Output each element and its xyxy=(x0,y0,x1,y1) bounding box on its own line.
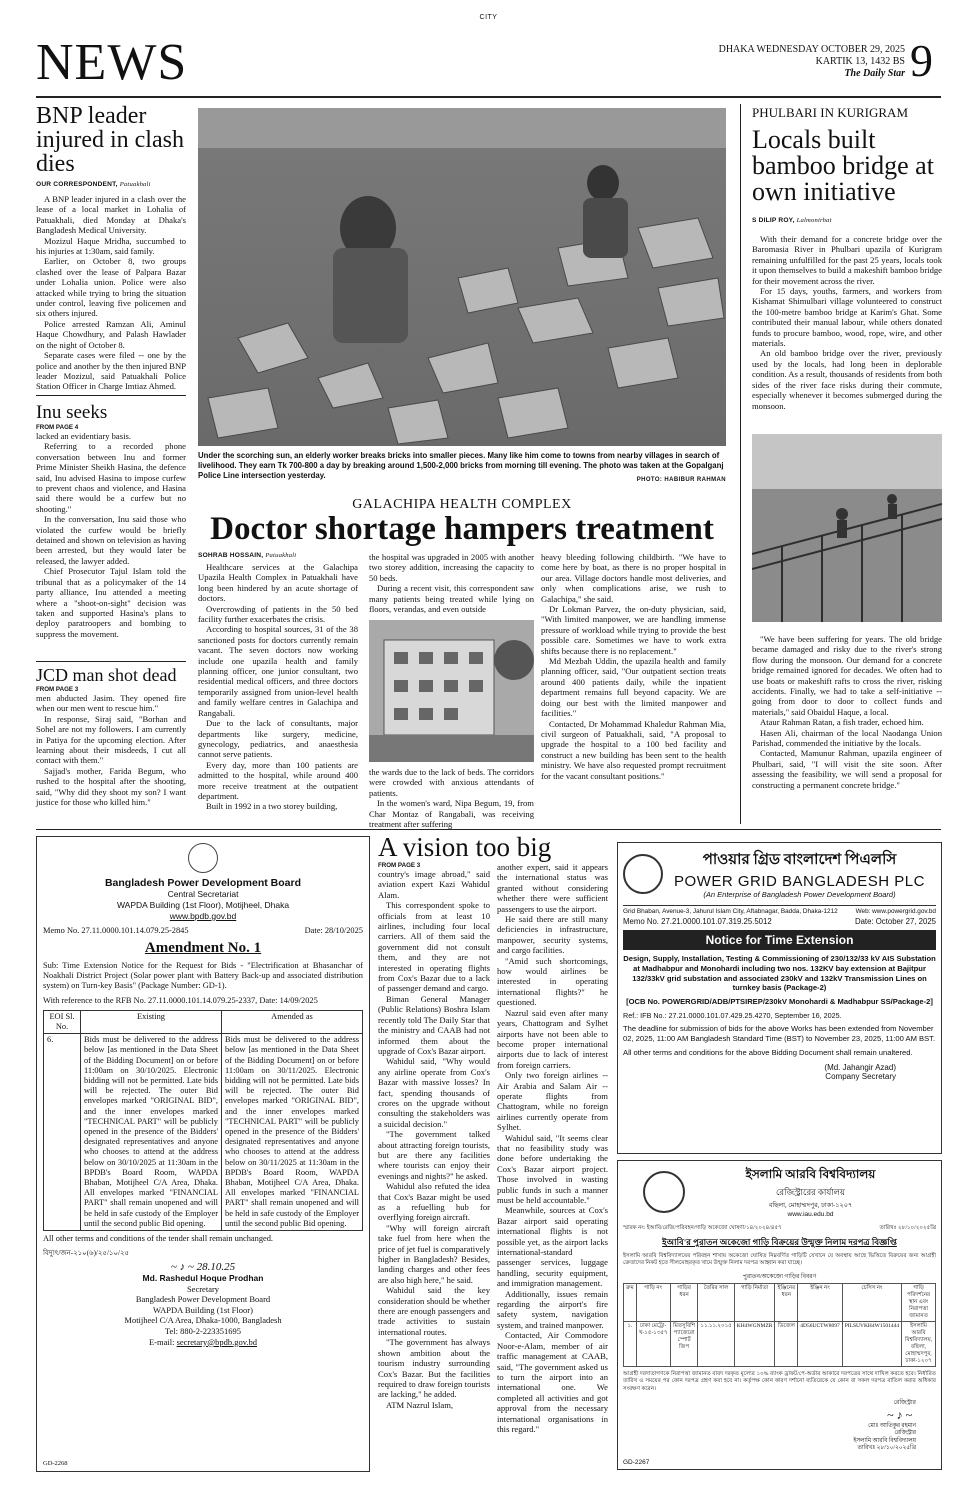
from-page: FROM PAGE 4 xyxy=(36,424,79,431)
pgcb-name: POWER GRID BANGLADESH PLC xyxy=(674,873,925,890)
paragraph: Separate cases were filed -- one by the police and another by the then injured BNP leader Mozizul, said Patuakhali Police Station Officer in Charge Imtiaz Ahmed. xyxy=(36,350,186,392)
sig-org: ইসলামি আরবি বিশ্ববিদ্যালয় xyxy=(853,1437,916,1444)
th: গাড়ি পরিদর্শনের স্থান এবং নিরাপত্তা জামানত xyxy=(902,1283,936,1321)
paragraph: Sajjad's mother, Farida Begum, who rushed to the hospital after the shooting, said, "Why did they shoot my son? I want justice for those who killed him." xyxy=(36,765,186,808)
bridge-body-1 xyxy=(752,234,942,411)
th: তৈরির সাল xyxy=(698,1283,734,1321)
paragraph: In the conversation, Inu said those who violated the curfew would be briefly detained and shown on television as having been arrested, but they would later be released, the lawyer added. xyxy=(36,514,186,566)
signature-scribble: ~ ♪ ~ xyxy=(170,1261,194,1274)
byline-doctor xyxy=(198,552,358,559)
paragraph: Ataur Rahman Ratan, a fish trader, echoed him. xyxy=(760,717,924,728)
iau-intro: ইসলামি আরবি বিশ্ববিদ্যালয়ের পরিবহন শাখায় অকেজো ঘোষিত নিম্নবর্ণিত গাড়িটি যেখানে যে অবস্থায় আছে ভিত্তিতে বিক্রয়ের জন্য আগ্রহী ক্রেতাদের নিকট হতে সীলমোহরকৃত খামে উন্মুক্ত নিলাম দরপত্র আহ্বান করা যাচ্ছে। xyxy=(623,1253,936,1267)
paragraph: During a recent visit, this correspondent saw many patients being treated while lying on floors, verandas, and even outside xyxy=(369,583,534,615)
dateline-bs: KARTIK 13, 1432 BS xyxy=(815,56,905,67)
hospital-photo xyxy=(369,620,534,762)
iau-table xyxy=(623,1283,936,1367)
th: ইঞ্জিন নং xyxy=(798,1283,842,1321)
paper-name: The Daily Star xyxy=(844,68,905,79)
bpdb-date: Date: 28/10/2025 xyxy=(304,926,363,935)
paragraph: Healthcare services at the Galachipa Upazila Health Complex in Patuakhali have long been hindered by an acute shortage of doctors. xyxy=(198,562,358,604)
bpdb-org: Bangladesh Power Development Board xyxy=(104,877,302,889)
dateline-date: DHAKA WEDNESDAY OCTOBER 29, 2025 xyxy=(718,44,905,55)
pgcb-tagline: (An Enterprise of Bangladesh Power Development Board) xyxy=(703,890,896,899)
photo-credit: PHOTO: HABIBUR RAHMAN xyxy=(636,477,726,483)
hospital-building-photo xyxy=(369,620,534,762)
paragraph: heavy bleeding following childbirth. "We have to come here by boat, as there is no proper hospital in our area. Village doctors handle most deliveries, and only when complications arise, we rush to Galachipa," she said. xyxy=(541,552,726,604)
cell-existing: Bids must be delivered to the address below [as mentioned in the Data Sheet of the Bidding Document] on or before 11:00am on 30/10/2025. Electronic bidding will not be permitted. Late bids will be rejected. The outer Bid envelopes marked "ORIGINAL BID", and the inner envelopes marked "TECHNICAL PART" will be publicly opened in the presence of the Bidders' designated representatives and anyone who chooses to attend at the address below on 30/10/2025 at 11:30am in the BPDB's Board Room, WAPDA Bhaban, Motijheel C/A Area, Dhaka. All envelopes marked "FINANCIAL PART" shall remain unopened and will be held in safe custody of the Employer until the second public Bid opening. xyxy=(81,1034,222,1231)
story-inu xyxy=(36,403,186,639)
iau-terms: আগ্রহী দরদাতাগণকে নিরাপত্তা জামানত বাবদ দরকৃত মূল্যের ১০% ব্যাংক ড্রাফট/পে-অর্ডার আকারে দরপত্রের সাথে দাখিল করতে হবে। নির্ধারিত তারিখ ও সময়ের পর কোন দরপত্র গ্রহণ করা হবে না। কর্তৃপক্ষ কোন কারণ দর্শানো ব্যতিরেকে যে কোন বা সকল দরপত্র বাতিল করার অধিকার সংরক্ষণ করেন। xyxy=(623,1370,936,1392)
paragraph: Chief Prosecutor Tajul Islam told the tribunal that as a policymaker of the 14 party alliance, Inu attended a meeting where a "shoot-on-sight" decision was taken and supported Hasina's plans to deploy paratroopers and bombing to suppress the movement. xyxy=(36,566,186,639)
th: ইঞ্জিনের ধরন xyxy=(775,1283,798,1321)
iau-signature: ~ ♪ ~ xyxy=(887,1408,912,1423)
byline-place: Lalmonirhat xyxy=(796,217,832,224)
iau-header xyxy=(623,1166,936,1218)
paragraph: lacked an evidentiary basis. xyxy=(36,431,131,441)
paragraph: Additionally, issues remain regarding the airport's fire safety system, navigation system, and trained manpower. xyxy=(497,1288,608,1330)
ad-bpdb xyxy=(36,836,370,1472)
paragraph: Wahidul said, "Why would any airline operate from Cox's Bazar with massive losses? In fact, spending thousands of crores on the upgrade without consulting the stakeholders was a suicidal decision." xyxy=(378,1056,490,1129)
bpdb-sig-block xyxy=(43,1273,363,1347)
row-no: 6. xyxy=(44,1034,81,1231)
bridge-photo xyxy=(752,434,942,622)
paragraph: "Why will foreign aircraft take fuel from here when the price of jet fuel is comparatively higher in Bangladesh? Besides, landing charges and other fees are also high here," he said. xyxy=(378,1222,490,1285)
pgcb-deadline: The deadline for submission of bids for the above Works has been extended from November 02, 2025, 11:00 AM Bangladesh Standard Time (BST) to November 23, 2025, 11:00 AM BST. xyxy=(623,1023,936,1043)
photo-caption: Under the scorching sun, an elderly worker breaks bricks into smaller pieces. Many like him come to towns from nearby villages in search of livelihood. They earn Tk 700-800 a day by breaking around 1,500-2,000 bricks from morning till evening. The photo was taken at the Gopalganj Police Line intersection yesterday. xyxy=(198,451,724,480)
paragraph: Earlier, on October 8, two groups clashed over the lease of Palpara Bazar under Lohalia union. Police were also attacked while trying to bring the situation under control, leaving five policemen and six others injured. xyxy=(36,256,186,319)
sig-org: Bangladesh Power Development Board xyxy=(135,1294,271,1305)
sig-title: রেজিস্ট্রার xyxy=(894,1430,916,1437)
signatory: মোঃ আতিকুর রহমান xyxy=(868,1423,916,1430)
th: ক্রম xyxy=(624,1283,637,1321)
pgcb-others: All other terms and conditions for the above Bidding Document shall remain unaltered. xyxy=(623,1047,913,1057)
email-label: E-mail: xyxy=(148,1336,175,1347)
paragraph: men abducted Jasim. They opened fire when our men went to rescue him." xyxy=(36,693,186,714)
pgcb-header xyxy=(623,848,936,899)
paragraph: He said there are still many deficiencies in infrastructure, manpower, security systems, and cargo facilities. xyxy=(497,914,608,956)
paragraph: A BNP leader injured in a clash over the lease of a local market in Lohalia of Patuakhali, died Monday at Dhaka's Bangladesh Medical University. xyxy=(36,194,186,236)
cell: ঢাকা মেট্রো-খ-১৫-১৩৫৭ xyxy=(636,1321,670,1366)
bpdb-signature xyxy=(43,1261,363,1273)
paragraph: For 15 days, youths, farmers, and workers from Kishamat Shimulbari village volunteered to construct the 100-metre bamboo bridge at Karim's Ghat. Some contributed their manual labour, while others donated funds to procure bamboo, wood, rope, wire, and other materials. xyxy=(752,286,942,349)
pgcb-ocb: [OCB No. POWERGRID/ADB/PTSIREP/230kV Monohardi & Madhabpur SS/Package-2] xyxy=(626,997,933,1007)
sign-date: 28.10.25 xyxy=(196,1261,236,1274)
divider xyxy=(36,661,186,662)
cell: KH4WGNMZR xyxy=(734,1321,775,1366)
th: চেসিস নং xyxy=(842,1283,901,1321)
kicker-doctor: GALACHIPA HEALTH COMPLEX xyxy=(352,497,572,512)
sig-date: তারিখঃ ২৮/১০/২০২৫খ্রি xyxy=(857,1445,916,1452)
paragraph: Meanwhile, sources at Cox's Bazar airport said operating international flights is not possible yet, as the airport lacks international-standard passenger services, luggage handling, security equipment, and immigration management. xyxy=(497,1205,608,1289)
doctor-col-2b xyxy=(369,767,534,829)
headline-bridge: Locals built bamboo bridge at own initiative xyxy=(752,125,934,206)
story-jcd xyxy=(36,666,186,807)
paragraph: In response, Siraj said, "Borhan and Sohel are not my followers. I am currently in Patiya for the upcoming election. After learning about their misdeeds, I cut all contact with them." xyxy=(36,713,186,766)
paragraph: another expert, said it appears the international status was granted without considering whether there were sufficient passengers to use the airport. xyxy=(497,862,608,914)
body-inu xyxy=(36,431,186,639)
cell: ১. xyxy=(624,1321,637,1366)
doctor-col-1 xyxy=(198,562,358,812)
iau-sign-label: রেজিস্ট্রার xyxy=(893,1400,916,1407)
bpdb-memo-row xyxy=(43,926,363,935)
vision-col-2 xyxy=(497,862,608,1434)
cell: মিতসুবিশি প্যাজেরো স্পোর্ট জিপ xyxy=(670,1321,698,1366)
paragraph: Overcrowding of patients in the 50 bed facility further exacerbates the crisis. xyxy=(198,603,358,625)
bpdb-web: www.bpdb.gov.bd xyxy=(169,911,237,921)
paragraph: Every day, more than 100 patients are admitted to the hospital, while around 400 more receive treatment at the outpatient department. xyxy=(198,759,358,801)
bpdb-footer-note: All other terms and conditions of the tender shall remain unchanged. xyxy=(43,1234,274,1244)
iau-title: ইআবি'র পুরাতন অকেজো গাড়ি বিক্রয়ের উন্মুক্ত নিলাম দরপত্র বিজ্ঞপ্তি xyxy=(662,1237,897,1247)
iau-addr: বছিলা, মোহাম্মদপুর, ঢাকা-১২০৭ xyxy=(768,1202,853,1209)
paragraph: Nazrul said even after many years, Chattogram and Sylhet airports have not been able to become proper international airports due to lack of interest from foreign carriers. xyxy=(497,1007,608,1070)
from-page: FROM PAGE 3 xyxy=(378,862,421,869)
sig-title: Company Secretary xyxy=(825,1071,896,1081)
headline-doctor: Doctor shortage hampers treatment xyxy=(210,511,714,547)
column-rule xyxy=(740,104,741,824)
paragraph: Police arrested Ramzan Ali, Aminul Haque Chowdhury, and Palash Hawlader on the night of October 8. xyxy=(36,318,186,350)
doctor-col-2a xyxy=(369,552,534,614)
paragraph: Contacted, Dr Mohammad Khaledur Rahman Mia, civil surgeon of Patuakhali, said, "A proposal to upgrade the hospital to a 100 bed facility and construct a new building has been sent to the health ministry. We have also requested prompt recruitment for the vacant consultant positions." xyxy=(541,718,726,781)
paragraph: Contacted, Mamunur Rahman, upazila engineer of Phulbari, said, "I will visit the site soon. After assessing the feasibility, we will send a proposal for constructing a permanent concrete bridge." xyxy=(752,748,942,790)
bpdb-subject: Sub: Time Extension Notice for the Request for Bids - "Electrification at Bhasanchar of Noakhali District Project (Solar power plant with Battery Back-up and associated distribution system) on Turn-key Basis" (Package Number: GD-1). xyxy=(43,961,363,991)
ad-iau xyxy=(617,1160,942,1470)
iau-memo: স্মারক নং: ইআবি/রেজি/পরিবহন/গাড়ি অকেজো ঘোষণা/১৪/২০২৪/৪৫৭ xyxy=(623,1225,782,1231)
paragraph: Wahidul said the key consideration should be whether there are enough passengers and trade activities to sustain international routes. xyxy=(378,1285,490,1337)
bpdb-title: Amendment No. 1 xyxy=(144,940,262,956)
cell: ডিজেল xyxy=(775,1321,798,1366)
email-link[interactable]: secretary@bpdb.gov.bd xyxy=(176,1336,258,1347)
paragraph: An old bamboo bridge over the river, previously used by the locals, had long been in deplorable condition. As a result, thousands of residents from both sides of the river face risks during their commute, especially whenever it becomes submerged during the monsoon. xyxy=(752,348,942,411)
kicker-bridge: PHULBARI IN KURIGRAM xyxy=(752,105,909,120)
body-jcd xyxy=(36,693,186,807)
paragraph: Hasen Ali, chairman of the local Naodanga Union Parishad, commended the initiative by the locals. xyxy=(752,727,942,749)
pgcb-sig xyxy=(623,1063,936,1081)
paragraph: Md Mezbah Uddin, the upazila health and family planning officer, said, "Our outpatient section treats around 400 patients daily, while the inpatient department remains full beyond capacity. We are doing our best with the limited manpower and facilities." xyxy=(541,656,726,719)
byline-name: SOHRAB HOSSAIN, xyxy=(198,552,264,559)
headline-vision: A vision too big xyxy=(378,832,552,862)
bpdb-memo: Memo No. 27.11.0000.101.14.079.25-2845 xyxy=(43,926,189,935)
iau-office: রেজিস্ট্রারের কার্যালয় xyxy=(775,1187,846,1197)
paragraph: Mozizul Haque Mridha, succumbed to his injuries at 1:30am, said family. xyxy=(36,235,186,257)
paragraph: Contacted, Air Commodore Noor-e-Alam, member of air traffic management at CAAB, said, "The government asked us to turn the airport into an international one. We completed all activities and got approval from the necessary international organisations in this regard." xyxy=(497,1330,608,1434)
bpdb-sub1: Central Secretariat xyxy=(167,889,239,899)
pgcb-web: Web: www.powergrid.gov.bd xyxy=(855,908,936,915)
cell: PILSUVKH4W1501444 xyxy=(842,1321,901,1366)
pgcb-address-row xyxy=(623,905,936,915)
paragraph: In the women's ward, Nipa Begum, 19, from Char Montaz of Rangabali, was receiving treatment after suffering xyxy=(369,798,534,830)
iau-table-title: পুরাতন/অকেজো গাড়ির বিবরণ xyxy=(742,1273,817,1280)
paragraph: "The government talked about attracting foreign tourists, but are there any facilities where tourists can enjoy their evenings and nights?" he asked. xyxy=(378,1129,490,1181)
pgcb-address: Grid Bhaban, Avenue-3, Jahurul Islam City, Aftabnagar, Badda, Dhaka-1212 xyxy=(623,908,838,915)
paragraph: the hospital was upgraded in 2005 with another two storey addition, increasing the capacity to 50 beds. xyxy=(369,552,534,583)
iau-gd: GD-2267 xyxy=(623,1459,650,1466)
sig-addr1: WAPDA Building (1st Floor) xyxy=(153,1304,253,1315)
cell: 4D56UCTW8097 xyxy=(798,1321,842,1366)
dateline xyxy=(620,44,905,80)
headline-bnp: BNP leader injured in clash dies xyxy=(36,103,184,177)
byline-bnp xyxy=(36,181,186,188)
byline-place: Patuakhali xyxy=(119,181,151,188)
paragraph: This correspondent spoke to officials from at least 10 airlines, including four local carriers. All of them said the government did not consult them, and they are not interested in operating flights from Cox's Bazar due to a lack of passenger demand and cargo. xyxy=(378,900,490,994)
main-photo xyxy=(198,108,726,446)
paragraph: Dr Lokman Parvez, the on-duty physician, said, "With limited manpower, we are handling immense pressure of workload while trying to provide the best possible care. Sometimes we have to work extra shifts because there is no replacement." xyxy=(541,604,726,656)
paragraph: According to hospital sources, 31 of the 38 sanctioned posts for doctors currently remain vacant. The seven doctors now working include one upazila health and family planning officer, one junior consultant, two residential medical officers, and three doctors temporarily assigned from union-level health and family welfare centres in Galachipa and Rangabali. xyxy=(198,624,358,718)
iau-sig-block xyxy=(623,1423,936,1453)
page-number: 9 xyxy=(910,35,933,86)
pgcb-memo: Memo No. 27.21.0000.101.07.319.25.5012 xyxy=(623,917,772,926)
paragraph: the wards due to the lack of beds. The corridors were crowded with anxious attendants of patients. xyxy=(369,767,534,798)
byline-name: OUR CORRESPONDENT, xyxy=(36,181,118,188)
bpdb-reference: With reference to the RFB No. 27.11.0000.101.14.079.25-2337, Date: 14/09/2025 xyxy=(43,995,318,1005)
sig-tel: Tel: 880-2-223351695 xyxy=(164,1326,242,1337)
col-eoi: EOI Sl. No. xyxy=(44,1010,81,1033)
section-label: CITY xyxy=(479,14,498,21)
paragraph: "The government has always shown ambition about the tourism industry surrounding Cox's Bazar. But the facilities required to draw foreign tourists are lacking," he added. xyxy=(378,1337,490,1400)
doctor-col-3 xyxy=(541,552,726,781)
bpdb-table xyxy=(43,1010,363,1231)
paragraph: Biman General Manager (Public Relations) Boshra Islam recently told The Daily Star that the ministry and CAAB had not informed them about the upgrade of Cox's Bazar airport. xyxy=(378,993,490,1056)
vision-col-1 xyxy=(378,869,490,1410)
sig-title: Secretary xyxy=(186,1283,220,1294)
paragraph: "Amid such shortcomings, how would airlines be interested in operating international flights?" he questioned. xyxy=(497,955,608,1008)
section-rule xyxy=(36,829,941,830)
byline-name: S DILIP ROY, xyxy=(752,217,795,224)
col-existing: Existing xyxy=(81,1010,222,1033)
from-page: FROM PAGE 3 xyxy=(36,686,79,693)
bridge-body-2 xyxy=(752,634,942,790)
paragraph: Only two foreign airlines -- Air Arabia and Salam Air -- operate flights from Chattogram, while no foreign airlines currently operate from Sylhet. xyxy=(497,1070,608,1133)
brick-worker-photo xyxy=(198,108,726,446)
signatory: Md. Rashedul Hoque Prodhan xyxy=(142,1273,264,1284)
pgcb-memo-row xyxy=(623,917,936,926)
cell-amended: Bids must be delivered to the address below [as mentioned in the Data Sheet of the Bidding Document] on or before 11:00am on 30/11/2025. Electronic bidding will not be permitted. Late bids will be rejected. The outer Bid envelopes marked "ORIGINAL BID", and the inner envelopes marked "TECHNICAL PART" will be publicly opened in the presence of the Bidders' designated representatives and anyone who chooses to attend at the address below on 30/11/2025 at 11:30am in the BPDB's Board Room, WAPDA Bhaban, Motijheel C/A Area, Dhaka. All envelopes marked "FINANCIAL PART" shall remain unopened and will be held in safe custody of the Employer until the second public Bid opening. xyxy=(222,1034,363,1231)
iau-web: www.iau.edu.bd xyxy=(787,1211,834,1218)
pgcb-desc: Design, Supply, Installation, Testing & Commissioning of 230/132/33 kV AIS Substation at Madhabpur and Monohardi including two nos. 132KV bay extension at Bajitpur 132/33kV grid substation and associated 230kV and 132kV Transmission Lines on turnkey basis (Package-2) xyxy=(623,954,936,993)
story-bnp xyxy=(36,104,186,392)
th: গাড়ি নং xyxy=(636,1283,670,1321)
byline-bridge xyxy=(752,217,942,224)
paragraph: "We have been suffering for years. The old bridge became damaged and risky due to the river's strong flow during the monsoon. Our demand for a concrete bridge remained ignored for decades. We often had to use boats or makeshift rafts to cross the river, risking accidents. Finally, we had to take a self-initiative -- going from door to door to collect funds and materials," said Obaidul Haque, a local. xyxy=(752,634,942,717)
pgcb-ref: Ref.: IFB No.: 27.21.0000.101.07.429.25.4270, September 16, 2025. xyxy=(623,1010,842,1020)
paragraph: country's image abroad," said aviation expert Kazi Wahidul Alam. xyxy=(378,869,490,900)
paragraph: Due to the lack of consultants, major departments like surgery, medicine, gynecology, pediatrics, and anaesthesia cannot serve patients. xyxy=(198,718,358,760)
th: গাড়ি নির্মাতা xyxy=(734,1283,775,1321)
paragraph: Wahidul also refuted the idea that Cox's Bazar might be used as a refuelling hub for overflying foreign aircraft. xyxy=(378,1181,490,1223)
paragraph: Built in 1992 in a two storey building, xyxy=(206,801,338,812)
body-bnp xyxy=(36,194,186,392)
cell: ১১.১১.২০১৫ xyxy=(698,1321,734,1366)
ad-pgcb xyxy=(617,842,942,1154)
masthead-rule xyxy=(36,96,941,98)
page-title: NEWS xyxy=(36,34,188,91)
iau-logo xyxy=(643,1171,685,1213)
th: গাড়ির ধরন xyxy=(670,1283,698,1321)
byline-place: Patuakhali xyxy=(265,552,297,559)
pgcb-date: Date: October 27, 2025 xyxy=(854,917,936,926)
bamboo-bridge-photo xyxy=(752,434,942,622)
iau-memo-row xyxy=(623,1224,936,1233)
paragraph: ATM Nazrul Islam, xyxy=(386,1399,454,1410)
headline-jcd: JCD man shot dead xyxy=(36,665,177,685)
bpdb-gd: GD-2268 xyxy=(43,1460,68,1467)
iau-date: তারিখঃ ২৮/১০/২০২৫খ্রি xyxy=(879,1225,936,1231)
sig-addr2: Motijheel C/A Area, Dhaka-1000, Bangladesh xyxy=(124,1315,282,1326)
pgcb-logo xyxy=(623,854,663,894)
headline-inu: Inu seeks xyxy=(36,402,108,423)
paragraph: Wahidul said, "It seems clear that no feasibility study was done before undertaking the Cox's Bazar airport project. Those involved in wasting public funds in such a manner must be held accountable." xyxy=(497,1132,608,1205)
bpdb-sub2: WAPDA Building (1st Floor), Motijheel, Dhaka xyxy=(116,900,290,910)
col-amended: Amended as xyxy=(222,1010,363,1033)
paragraph: Referring to a recorded phone conversation between Inu and former Prime Minister Sheikh Hasina, the defence said, Inu advised Hasina to impose curfew to prevent chaos and violence, and Hasina said there would be a curfew but no shooting." xyxy=(36,441,186,514)
pgcb-bn-name: পাওয়ার গ্রিড বাংলাদেশ পিএলসি xyxy=(702,852,897,868)
bpdb-logo xyxy=(188,843,218,873)
paragraph: With their demand for a concrete bridge over the Baromasia River in Phulbari upazila of Kurigram remaining unfulfilled for the past 25 years, locals took it upon themselves to build a makeshift bamboo bridge for their movement across the river. xyxy=(752,234,942,286)
sig-email-row xyxy=(43,1337,363,1348)
iau-name: ইসলামি আরবি বিশ্ববিদ্যালয় xyxy=(745,1167,876,1181)
cell: ইসলামি আরবি বিশ্ববিদ্যালয়, বছিলা, মোহাম্মদপুর, ঢাকা-১২০৭ xyxy=(902,1321,936,1366)
divider xyxy=(36,395,186,396)
signatory: (Md. Jahangir Azad) xyxy=(824,1062,896,1072)
pgcb-banner: Notice for Time Extension xyxy=(623,930,936,950)
bpdb-bn-ref: বিদ্যুৎ/জন-২১০(৬)/২৫/১০/২৫ xyxy=(43,1249,130,1258)
